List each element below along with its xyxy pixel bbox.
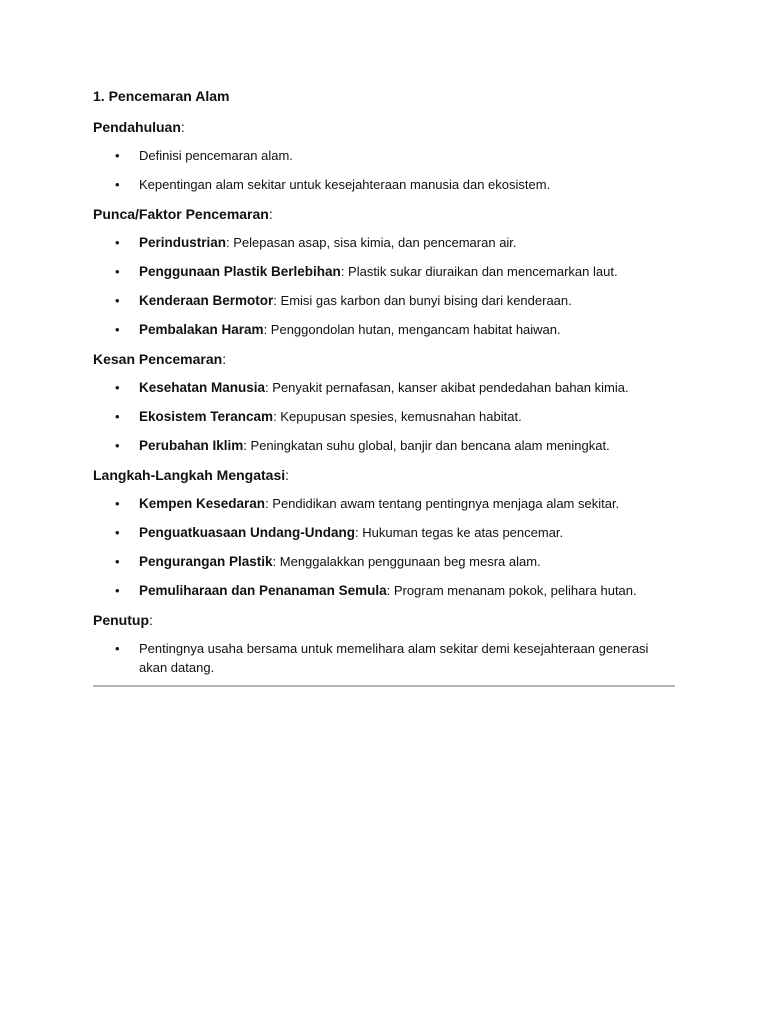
heading-colon: : <box>222 351 227 367</box>
list-item-text: : Kepupusan spesies, kemusnahan habitat. <box>273 409 522 424</box>
list-item <box>93 407 675 426</box>
list-item-text: : Pendidikan awam tentang pentingnya menjaga alam sekitar. <box>265 496 620 511</box>
list-item-term: Ekosistem Terancam <box>139 409 274 424</box>
document-title: 1. Pencemaran Alam <box>93 88 230 104</box>
bullet-icon: • <box>115 380 120 395</box>
list-item-text: Pentingnya usaha bersama untuk memelihara alam sekitar demi kesejahteraan generasi akan datang. <box>139 641 649 675</box>
list-item <box>93 494 675 513</box>
list-item <box>93 639 675 677</box>
section-heading-langkah <box>93 465 675 485</box>
bullet-icon: • <box>115 438 120 453</box>
bullet-icon: • <box>115 322 120 337</box>
heading-colon: : <box>180 119 185 135</box>
list-item-term: Kesehatan Manusia <box>139 380 266 395</box>
list-item-term: Perindustrian <box>139 235 227 250</box>
list-item <box>93 262 675 281</box>
list-punca <box>93 233 675 339</box>
section-heading-text: Punca/Faktor Pencemaran <box>93 206 269 222</box>
list-item-term: Pengurangan Plastik <box>139 554 273 569</box>
list-item-term: Kempen Kesedaran <box>139 496 266 511</box>
list-item-text: : Hukuman tegas ke atas pencemar. <box>355 525 564 540</box>
heading-colon: : <box>268 206 273 222</box>
list-item-text: : Emisi gas karbon dan bunyi bising dari kenderaan. <box>273 293 572 308</box>
list-item-text: Definisi pencemaran alam. <box>139 148 293 163</box>
section-heading-pendahuluan <box>93 117 675 137</box>
horizontal-rule <box>93 685 675 687</box>
bullet-icon: • <box>115 293 120 308</box>
section-heading-text: Kesan Pencemaran <box>93 351 223 367</box>
list-item <box>93 146 675 165</box>
list-item <box>93 291 675 310</box>
list-pendahuluan <box>93 146 675 194</box>
list-item-term: Kenderaan Bermotor <box>139 293 274 308</box>
section-heading-penutup <box>93 610 675 630</box>
list-item-term: Perubahan Iklim <box>139 438 244 453</box>
section-heading-text: Langkah-Langkah Mengatasi <box>93 467 286 483</box>
list-item <box>93 523 675 542</box>
list-langkah <box>93 494 675 600</box>
list-item <box>93 320 675 339</box>
list-item-text: : Penggondolan hutan, mengancam habitat haiwan. <box>263 322 561 337</box>
list-item <box>93 175 675 194</box>
list-item-text: : Pelepasan asap, sisa kimia, dan pencemaran air. <box>226 235 517 250</box>
list-item <box>93 378 675 397</box>
list-item <box>93 581 675 600</box>
bullet-icon: • <box>115 409 120 424</box>
bullet-icon: • <box>115 496 120 511</box>
heading-colon: : <box>285 467 290 483</box>
heading-colon: : <box>149 612 153 628</box>
list-item-text: Kepentingan alam sekitar untuk kesejahteraan manusia dan ekosistem. <box>139 177 551 192</box>
section-heading-punca <box>93 204 675 224</box>
bullet-icon: • <box>115 148 120 163</box>
list-item <box>93 233 675 252</box>
list-item-text: : Program menanam pokok, pelihara hutan. <box>386 583 637 598</box>
section-heading-kesan <box>93 349 675 369</box>
list-item <box>93 436 675 455</box>
section-heading-text: Pendahuluan <box>93 119 181 135</box>
list-item <box>93 552 675 571</box>
bullet-icon: • <box>115 177 120 192</box>
list-kesan <box>93 378 675 455</box>
list-item-text: : Menggalakkan penggunaan beg mesra alam. <box>272 554 541 569</box>
bullet-icon: • <box>115 641 120 656</box>
bullet-icon: • <box>115 264 120 279</box>
bullet-icon: • <box>115 235 120 250</box>
list-item-term: Pemuliharaan dan Penanaman Semula <box>139 583 387 598</box>
list-item-text: : Peningkatan suhu global, banjir dan bencana alam meningkat. <box>243 438 610 453</box>
document-page <box>93 86 675 687</box>
bullet-icon: • <box>115 554 120 569</box>
list-item-text: : Plastik sukar diuraikan dan mencemarkan laut. <box>340 264 618 279</box>
list-item-term: Pembalakan Haram <box>139 322 264 337</box>
list-item-term: Penggunaan Plastik Berlebihan <box>139 264 341 279</box>
list-penutup <box>93 639 675 677</box>
list-item-term: Penguatkuasaan Undang-Undang <box>139 525 356 540</box>
bullet-icon: • <box>115 525 120 540</box>
list-item-text: : Penyakit pernafasan, kanser akibat pendedahan bahan kimia. <box>265 380 629 395</box>
bullet-icon: • <box>115 583 120 598</box>
section-heading-text: Penutup <box>93 612 149 628</box>
